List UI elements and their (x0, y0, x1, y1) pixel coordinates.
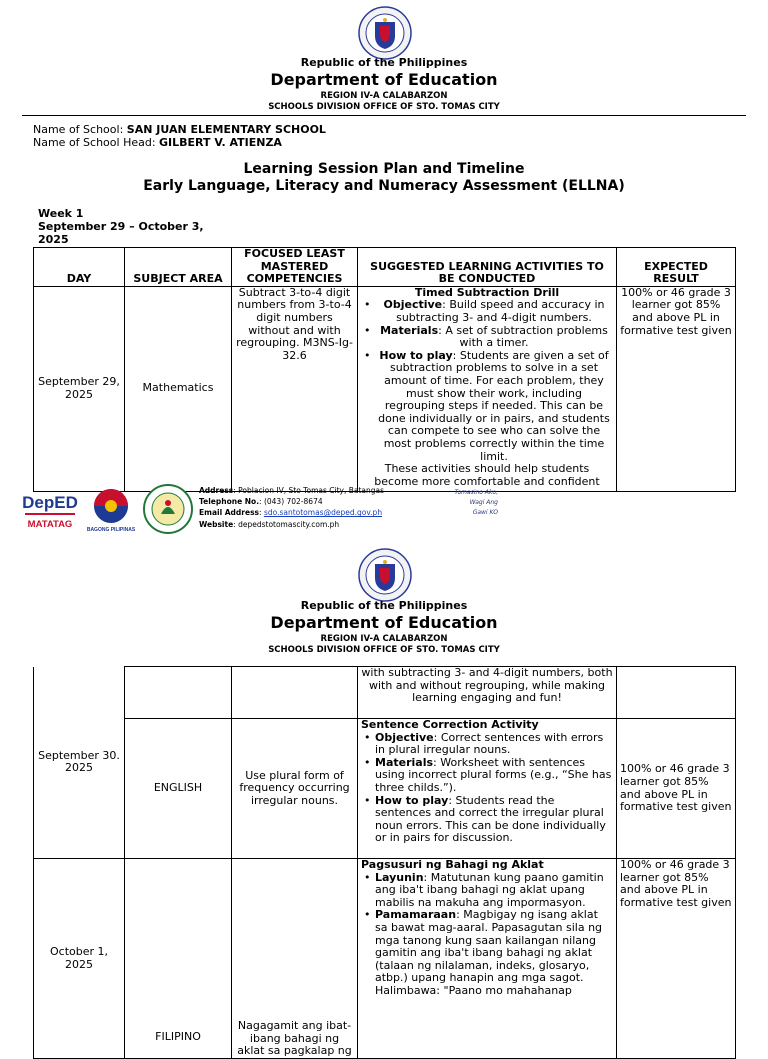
school-name: SAN JUAN ELEMENTARY SCHOOL (126, 123, 326, 136)
day-cell: October 1, 2025 (34, 859, 125, 1059)
department-title: Department of Education (270, 70, 498, 89)
school-head-label: Name of School Head: (33, 136, 160, 149)
list-item: • Objective: Build speed and accuracy in subtracting 3- and 4-digit numbers. (361, 299, 613, 324)
division-label: SCHOOLS DIVISION OFFICE OF STO. TOMAS CITY (268, 645, 500, 655)
plan-table-page2 (33, 666, 736, 1059)
bagong-pilipinas-logo-icon (86, 486, 136, 534)
department-title: Department of Education (270, 613, 498, 632)
result-cell (617, 667, 736, 719)
header-subject: SUBJECT AREA (125, 248, 232, 287)
activity-list (361, 872, 613, 998)
list-item: • Objective: Correct sentences with errors in plural irregular nouns. (361, 732, 613, 757)
svg-text:MATATAG: MATATAG (27, 519, 73, 530)
svg-text:BAGONG PILIPINAS: BAGONG PILIPINAS (86, 527, 136, 533)
activity-cell (358, 859, 617, 1059)
table-row (34, 667, 736, 719)
activity-title: Sentence Correction Activity (361, 718, 539, 731)
competency-cell: Subtract 3-to-4 digit numbers from 3-to-4 digit numbers without and with regrouping. M3NS-Ig-32.6 (232, 286, 358, 491)
subject-cell: FILIPINO (125, 859, 232, 1059)
week-label: Week 1 (38, 207, 84, 220)
activity-cell: with subtracting 3- and 4-digit numbers, both with and without regrouping, while making learning engaging and fun! (358, 667, 617, 719)
subject-cell: ENGLISH (125, 719, 232, 859)
sdo-seal-icon (143, 484, 193, 534)
page-header (0, 56, 768, 112)
competency-cell: Nagagamit ang ibat-ibang bahagi ng aklat sa pagkalap ng (232, 859, 358, 1059)
contact-info: Address: Poblacion IV, Sto Tomas City, Batangas Telephone No.: (043) 702-8674 Email Address: sdo.santotomas@deped.gov.ph Website: depedstotomascity.com.ph (199, 486, 385, 529)
region-label: REGION IV-A CALABARZON (320, 91, 448, 101)
table-row (34, 859, 736, 1059)
school-head: GILBERT V. ATIENZA (159, 136, 282, 149)
activity-closing: These activities should help students become more comfortable and confident (374, 462, 600, 488)
school-name-label: Name of School: (33, 123, 127, 136)
header-divider (22, 115, 746, 116)
document-titles (0, 161, 768, 195)
list-item: • Materials: Worksheet with sentences using incorrect plural forms (e.g., “She has three childs.”). (361, 757, 613, 795)
activity-title: Pagsusuri ng Bahagi ng Aklat (361, 858, 544, 871)
header-activities: SUGGESTED LEARNING ACTIVITIES TO BE CONDUCTED (358, 248, 617, 287)
activity-list (361, 732, 613, 845)
header-day: DAY (34, 248, 125, 287)
deped-matatag-logo-icon (22, 488, 78, 534)
activity-cell (358, 719, 617, 859)
list-item: • Pamamaraan: Magbigay ng isang aklat sa bawat mag-aaral. Papasagutan sila ng mga tanong kung saan kailangan nilang gamitin ang iba't ibang bahagi ng aklat (talaan ng nilalaman, indeks, glosaryo, atbp.) upang hanapin ang mga sagot. Halimbawa: "Paano mo mahahanap (361, 909, 613, 997)
activity-list (361, 299, 613, 463)
page-header (0, 599, 768, 655)
region-label: REGION IV-A CALABARZON (320, 634, 448, 644)
email-link[interactable]: sdo.santotomas@deped.gov.ph (263, 508, 383, 518)
week-info (38, 207, 218, 246)
motto-logo: Tomasino Ako, Wagi Ang Gawi KO (454, 489, 498, 516)
page-footer (0, 484, 768, 536)
division-label: SCHOOLS DIVISION OFFICE OF STO. TOMAS CITY (268, 102, 500, 112)
result-cell: 100% or 46 grade 3 learner got 85% and above PL in formative test given (617, 859, 736, 1059)
republic-label: Republic of the Philippines (300, 599, 468, 612)
title-line2: Early Language, Literacy and Numeracy Assessment (ELLNA) (143, 178, 625, 194)
subject-cell (125, 667, 232, 719)
result-cell: 100% or 46 grade 3 learner got 85% and above PL in formative test given (617, 286, 736, 491)
table-header-row (34, 248, 736, 287)
activity-cell (358, 286, 617, 491)
header-result: EXPECTED RESULT (617, 248, 736, 287)
title-line1: Learning Session Plan and Timeline (243, 161, 525, 177)
list-item: • Layunin: Matutunan kung paano gamitin ang iba't ibang bahagi ng aklat upang mabilis na makuha ang impormasyon. (361, 872, 613, 910)
result-cell: 100% or 46 grade 3 learner got 85% and above PL in formative test given (617, 719, 736, 859)
deped-seal-icon (358, 548, 412, 602)
school-info (33, 123, 326, 149)
week-dates: September 29 – October 3, 2025 (38, 220, 204, 246)
list-item: • How to play: Students read the sentences and correct the irregular plural noun errors. This can be done individually or in pairs for discussion. (361, 795, 613, 845)
list-item: • How to play: Students are given a set of subtraction problems to solve in a set amount of time. For each problem, they must show their work, including regrouping steps if needed. This can be done individually or in pairs, and students can compete to see who can solve the most problems correctly within the time limit. (361, 350, 613, 463)
deped-seal-icon (358, 6, 412, 60)
subject-cell: Mathematics (125, 286, 232, 491)
list-item: • Materials: A set of subtraction problems with a timer. (361, 325, 613, 350)
header-competencies: FOCUSED LEAST MASTERED COMPETENCIES (232, 248, 358, 287)
republic-label: Republic of the Philippines (300, 56, 468, 69)
table-row (34, 286, 736, 491)
svg-text:DepED: DepED (22, 493, 78, 512)
table-row (34, 719, 736, 859)
day-cell: September 30. 2025 (34, 667, 125, 859)
day-cell: September 29, 2025 (34, 286, 125, 491)
competency-cell: Use plural form of frequency occurring irregular nouns. (232, 719, 358, 859)
plan-table-page1 (33, 247, 736, 492)
activity-title: Timed Subtraction Drill (414, 285, 560, 299)
competency-cell (232, 667, 358, 719)
